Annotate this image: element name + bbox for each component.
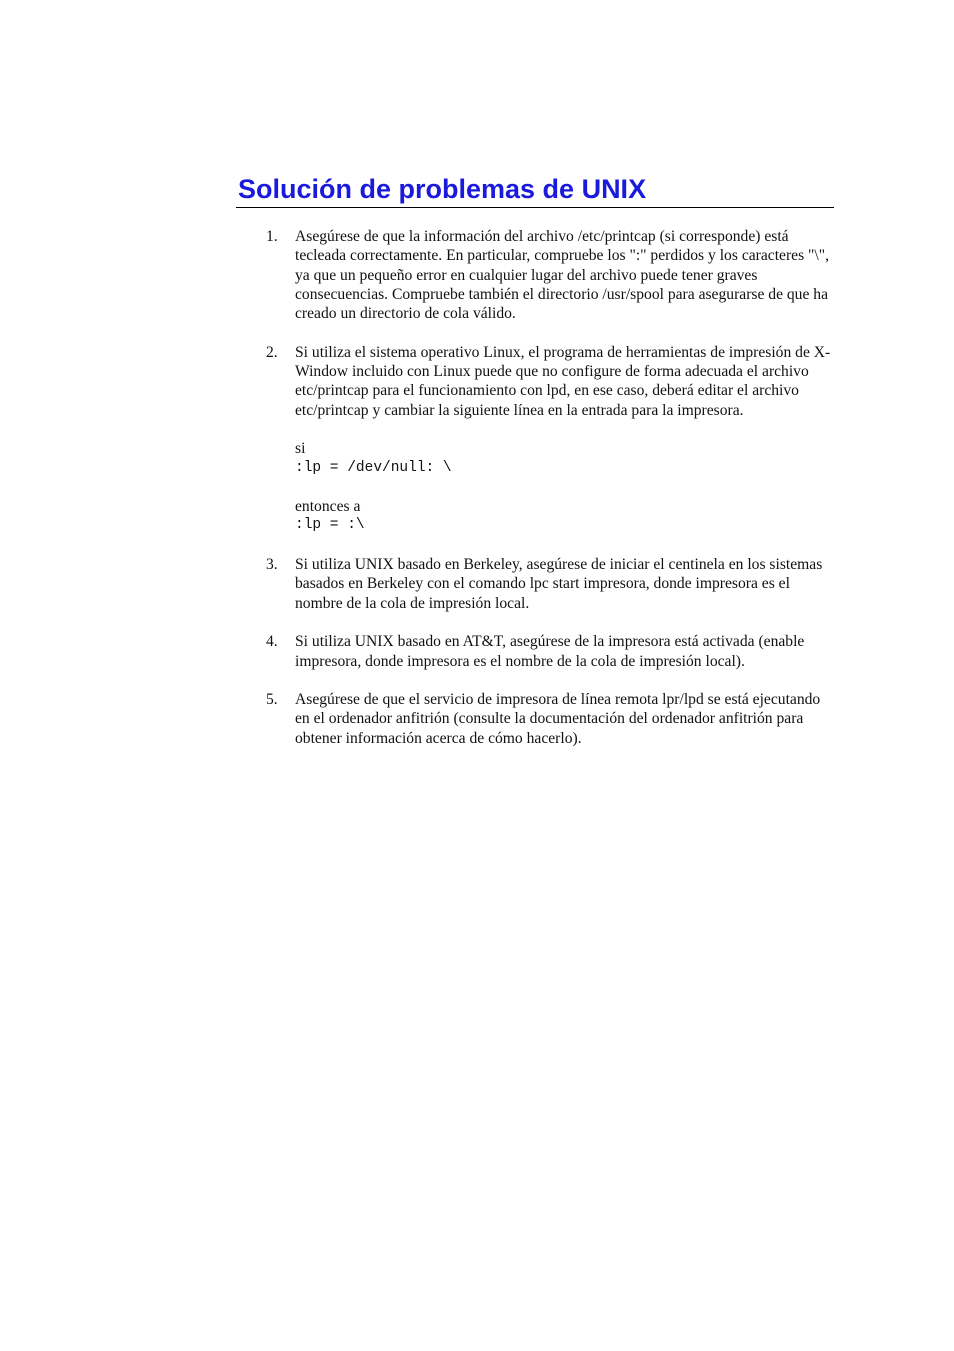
list-item-4 [0,632,835,671]
if-code-line: :lp = /dev/null: \ [295,459,452,476]
list-item-3 [0,555,835,613]
then-code-line: :lp = :\ [295,517,365,534]
item-number: 1. [266,228,278,245]
title-underline [236,207,834,208]
item-number: 4. [266,633,278,651]
list-item-5 [0,690,835,748]
item-text: Si utiliza el sistema operativo Linux, el programa de herramientas de impresión de X-Window incluido con Linux puede que no configure de forma adecuada el archivo etc/printcap para el funcionamiento con lpd, en ese caso, deberá editar el archivo etc/printcap y cambiar la siguiente línea en la entrada para la impresora. [295,343,831,419]
item-number: 5. [266,691,278,709]
item-number: 2. [266,343,278,361]
if-block [295,439,835,478]
list-item-1 [0,227,835,323]
if-label: si [295,440,306,458]
section-title: Solución de problemas de UNIX [238,174,647,204]
item-text: Si utiliza UNIX basado en Berkeley, asegúrese de iniciar el centinela en los sistemas basados en Berkeley con el comando lpc start impresora, donde impresora es el nombre de la cola de impresión local. [295,556,823,612]
list-item-2 [0,343,835,536]
then-label: entonces a [295,498,361,516]
item-text: Asegúrese de que la información del archivo /etc/printcap (si corresponde) está tecleada correctamente. En particular, compruebe los ":" perdidos y los caracteres "\", ya que un pequeño error en cualquier lugar del archivo puede tener graves consecuencias. Compruebe también el directorio /usr/spool para asegurarse de que ha creado un directorio de cola válido. [295,228,829,323]
item-number: 3. [266,556,278,574]
item-text: Si utiliza UNIX basado en AT&T, asegúrese de la impresora está activada (enable impresora, donde impresora es el nombre de la cola de impresión local). [295,633,805,670]
troubleshooting-list [0,227,954,767]
item-text: Asegúrese de que el servicio de impresora de línea remota lpr/lpd se está ejecutando en el ordenador anfitrión (consulte la documentación del ordenador anfitrión para obtener información acerca de cómo hacerlo). [295,691,821,747]
then-block [295,497,835,536]
